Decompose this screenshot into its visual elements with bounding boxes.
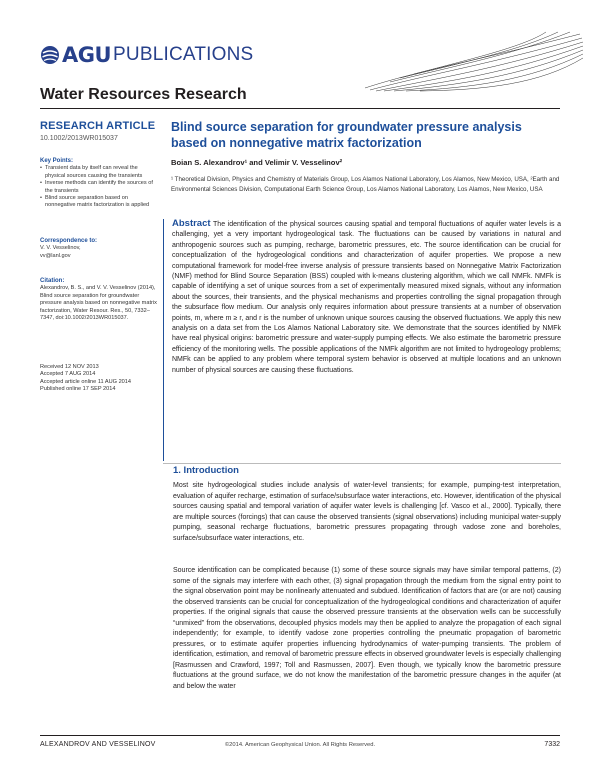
authors-line: Boian S. Alexandrov¹ and Velimir V. Vesselinov² (171, 158, 343, 167)
key-point-item: • Blind source separation based on nonnegative matrix factorization is applied (40, 195, 158, 210)
key-points-list (40, 165, 158, 209)
key-points-heading: Key Points: (40, 158, 74, 164)
key-point-item: • Inverse methods can identify the sources of the transients (40, 180, 158, 195)
doi-text: 10.1002/2013WR015037 (40, 135, 118, 142)
agu-publications-logo (40, 42, 253, 68)
footer-copyright: ©2014. American Geophysical Union. All Rights Reserved. (224, 742, 376, 748)
key-point-item: • Transient data by itself can reveal the physical sources causing the transients (40, 165, 158, 180)
abstract-text: The identification of the physical sources causing spatial and temporal fluctuations of aquifer water levels is a challenging, yet a very important hydrogeological task. The fluctuations can be caused by variations in natural and anthropogenic sources such as pumping, recharge, barometric pressures, etc. The source identification can be crucial for conceptualization of the hydrogeological conditions and characterization of aquifer properties. We propose a new computational framework for model-free inverse analysis of pressure transients based on Nonnegative Matrix Factorization (NMF) method for Blind Source Separation (BSS) coupled with k-means clustering algorithm, which we call NMFk. NMFk is capable of identifying a set of unique sources from a set of experimentally measured mixed signals, without any information about the sources, their transients, and the physical mechanisms and properties controlling the signal propagation through the subsurface flow medium. Our analysis only requires information about pressure transients at a number of observation points, m, where m ≥ r, and r is the number of unknown unique sources causing the observed fluctuations. We apply this new analysis on a data set from the Los Alamos National Laboratory site. We demonstrate that the sources identified by NMFk have real physical origins: barometric pressure and water-supply pumping effects. We also estimate the barometric pressure efficiency of the monitoring wells. The possible applications of the NMFk algorithm are not limited to hydrogeology problems; NMFk can be applied to any problem where temporal system behavior is observed at multiple locations and an unknown number of physical sources are causing these fluctuations. (172, 221, 561, 374)
abstract-label: Abstract (172, 218, 211, 229)
section-heading-introduction: 1. Introduction (173, 465, 239, 476)
correspondence-heading: Correspondence to: (40, 238, 98, 244)
page-number: 7332 (544, 741, 560, 748)
intro-paragraph-2: Source identification can be complicated because (1) some of these source signals may have similar temporal patterns, (2) some of the signals may interfere with each other, (3) signal propagation through the medium from the signal entry point to the signal observation point may be nonlinearly attenuated and subdued. Identification of factors that are (or are not) causing the observed transients can be crucial for conceptualization of the hydrogeological conditions and characterization of aquifer properties. If the original signals that cause the observed pressure transients at the observation wells can be successfully “unmixed” from the observations, decoupled physics models may then be applied to analyze the propagation of each signal independently; for example, to identify vadose zone properties controlling the pneumatic propagation of barometric pressures, or to estimate aquifer properties influencing hydrodynamics of water-pumping transients. The problem of identification, estimation, and removal of barometric pressure effects in observed groundwater levels is especially challenging [Rasmussen and Crawford, 1997; Toll and Rasmussen, 2007]. Even though, we typically know the barometric pressure fluctuations at the ground surface, we do not know the manifestation of the barometric pressure changes in the aquifer (at and below the water (173, 567, 561, 690)
citation-text: Alexandrov, B. S., and V. V. Vesselinov (2014), Blind source separation for groundwater pressure analysis based on nonnegative matrix factorization, Water Resour. Res., 50, 7332–7347, doi:10.1002/2013WR015037. (40, 285, 157, 322)
abstract-paragraph (172, 219, 561, 376)
citation-block (40, 278, 158, 322)
journal-title: Water Resources Research (40, 86, 247, 103)
footer-authors: ALEXANDROV AND VESSELINOV (40, 741, 156, 748)
logo-publications-text: PUBLICATIONS (113, 44, 254, 65)
abstract-box (163, 219, 561, 461)
affiliations: ¹ Theoretical Division, Physics and Chemistry of Materials Group, Los Alamos National Laboratory, Los Alamos, New Mexico, USA, ²Earth and Environmental Sciences Division, Computational Earth Science Group, Los Alamos National Laboratory, Los Alamos, New Mexico, USA (171, 176, 560, 193)
published-date: Published online 17 SEP 2014 (40, 386, 116, 393)
correspondence-name: V. V. Vesselinov, (40, 245, 81, 252)
accepted-date: Accepted 7 AUG 2014 (40, 371, 96, 378)
correspondence-block (40, 238, 158, 260)
received-date: Received 12 NOV 2013 (40, 364, 99, 370)
correspondence-email[interactable]: vv@lanl.gov (40, 252, 71, 259)
header-rule (40, 108, 560, 109)
intro-paragraph-1: Most site hydrogeological studies include analysis of water-level transients; for example, pumping-test interpretation, evaluation of aquifer recharge, estimation of surface/subsurface water interactions, etc. However, identification of the physical sources causing spatial and temporal variation of aquifer water levels is challenging [cf. Vasco et al., 2000]. Typically, there are multiple sources (forcings) that can cause the observed transients (signal observations) including municipal water-supply pumping, seasonal recharge fluctuations, barometric pressures propagating through vadose zone and boreholes, surface/subsurface water interactions, etc. (173, 482, 561, 542)
article-type-label: RESEARCH ARTICLE (40, 120, 156, 132)
footer-rule (40, 735, 560, 736)
citation-heading: Citation: (40, 278, 65, 284)
accepted-online-date: Accepted article online 11 AUG 2014 (40, 378, 132, 385)
section-divider (163, 463, 561, 464)
history-block (40, 364, 158, 394)
decorative-swirl-graphic (360, 30, 585, 92)
agu-globe-icon (40, 45, 60, 65)
key-points-block (40, 158, 158, 210)
logo-agu-text: AGU (62, 43, 112, 67)
paper-title: Blind source separation for groundwater pressure analysis based on nonnegative matrix factorization (171, 120, 522, 150)
